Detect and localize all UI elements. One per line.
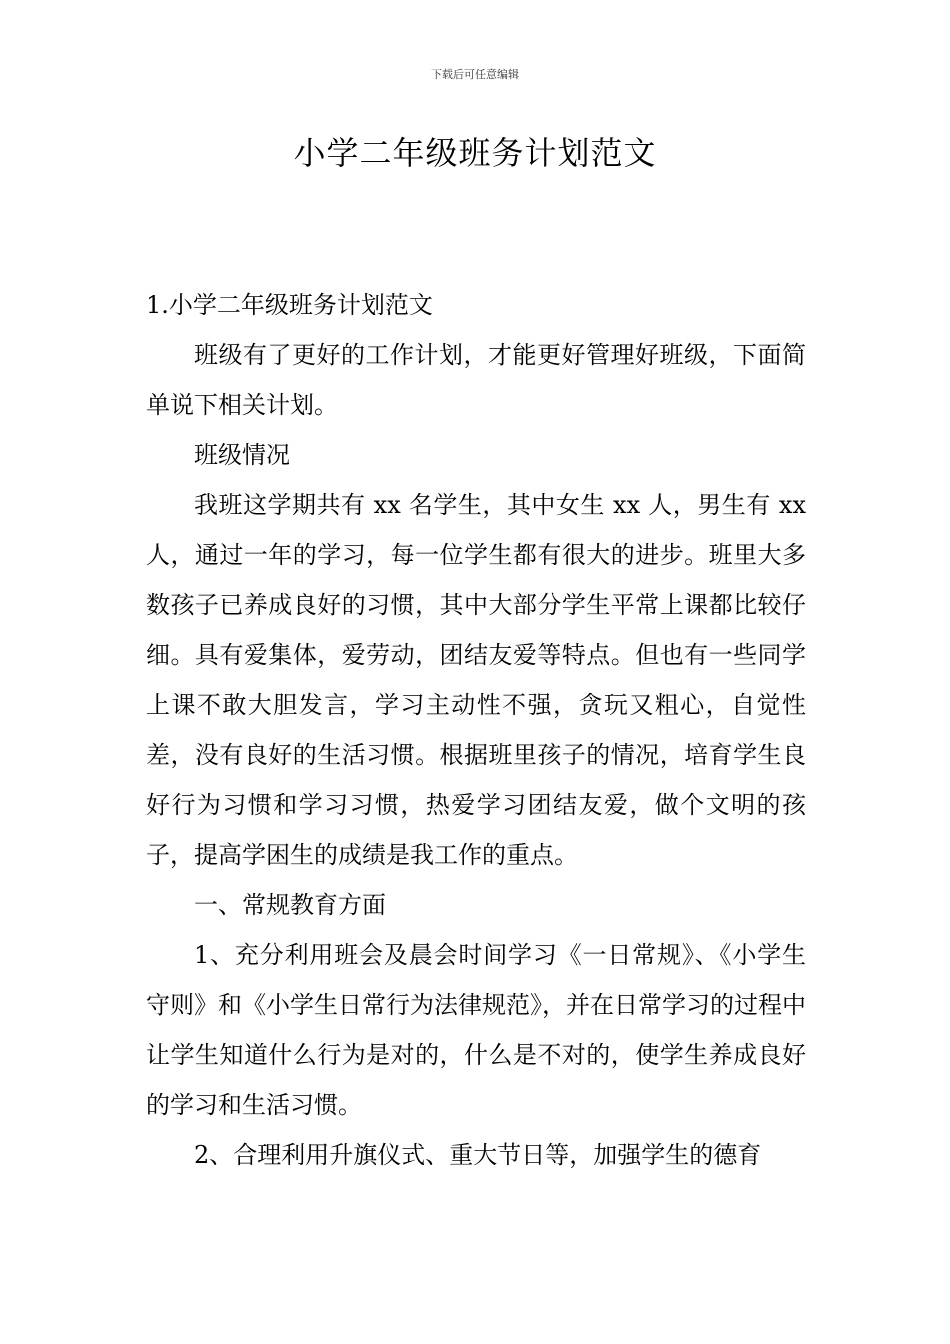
subheading-routine-education: 一、常规教育方面 [194, 891, 386, 919]
section-heading: 1.小学二年级班务计划范文 [146, 291, 433, 319]
routine-item-1: 1、充分利用班会及晨会时间学习《一日常规》、《小学生守则》和《小学生日常行为法律规范》，并在日常学习的过程中让学生知道什么行为是对的，什么是不对的，使学生养成良好的学习和生活习惯。 [146, 941, 806, 1119]
header-note: 下载后可任意编辑 [431, 68, 519, 81]
routine-item-2: 2、合理利用升旗仪式、重大节日等，加强学生的德育 [194, 1141, 762, 1169]
document-body [146, 280, 806, 1180]
document-title: 小学二年级班务计划范文 [293, 134, 657, 172]
class-situation-paragraph: 我班这学期共有 xx 名学生，其中女生 xx 人，男生有 xx 人，通过一年的学习，每一位学生都有很大的进步。班里大多数孩子已养成良好的习惯，其中大部分学生平常上课都比较仔细。具有爱集体，爱劳动，团结友爱等特点。但也有一些同学上课不敢大胆发言，学习主动性不强，贪玩又粗心，自觉性差，没有良好的生活习惯。根据班里孩子的情况，培育学生良好行为习惯和学习习惯，热爱学习团结友爱，做个文明的孩子，提高学困生的成绩是我工作的重点。 [146, 491, 806, 869]
subheading-class-situation: 班级情况 [194, 441, 290, 469]
intro-paragraph: 班级有了更好的工作计划，才能更好管理好班级，下面简单说下相关计划。 [146, 341, 806, 419]
